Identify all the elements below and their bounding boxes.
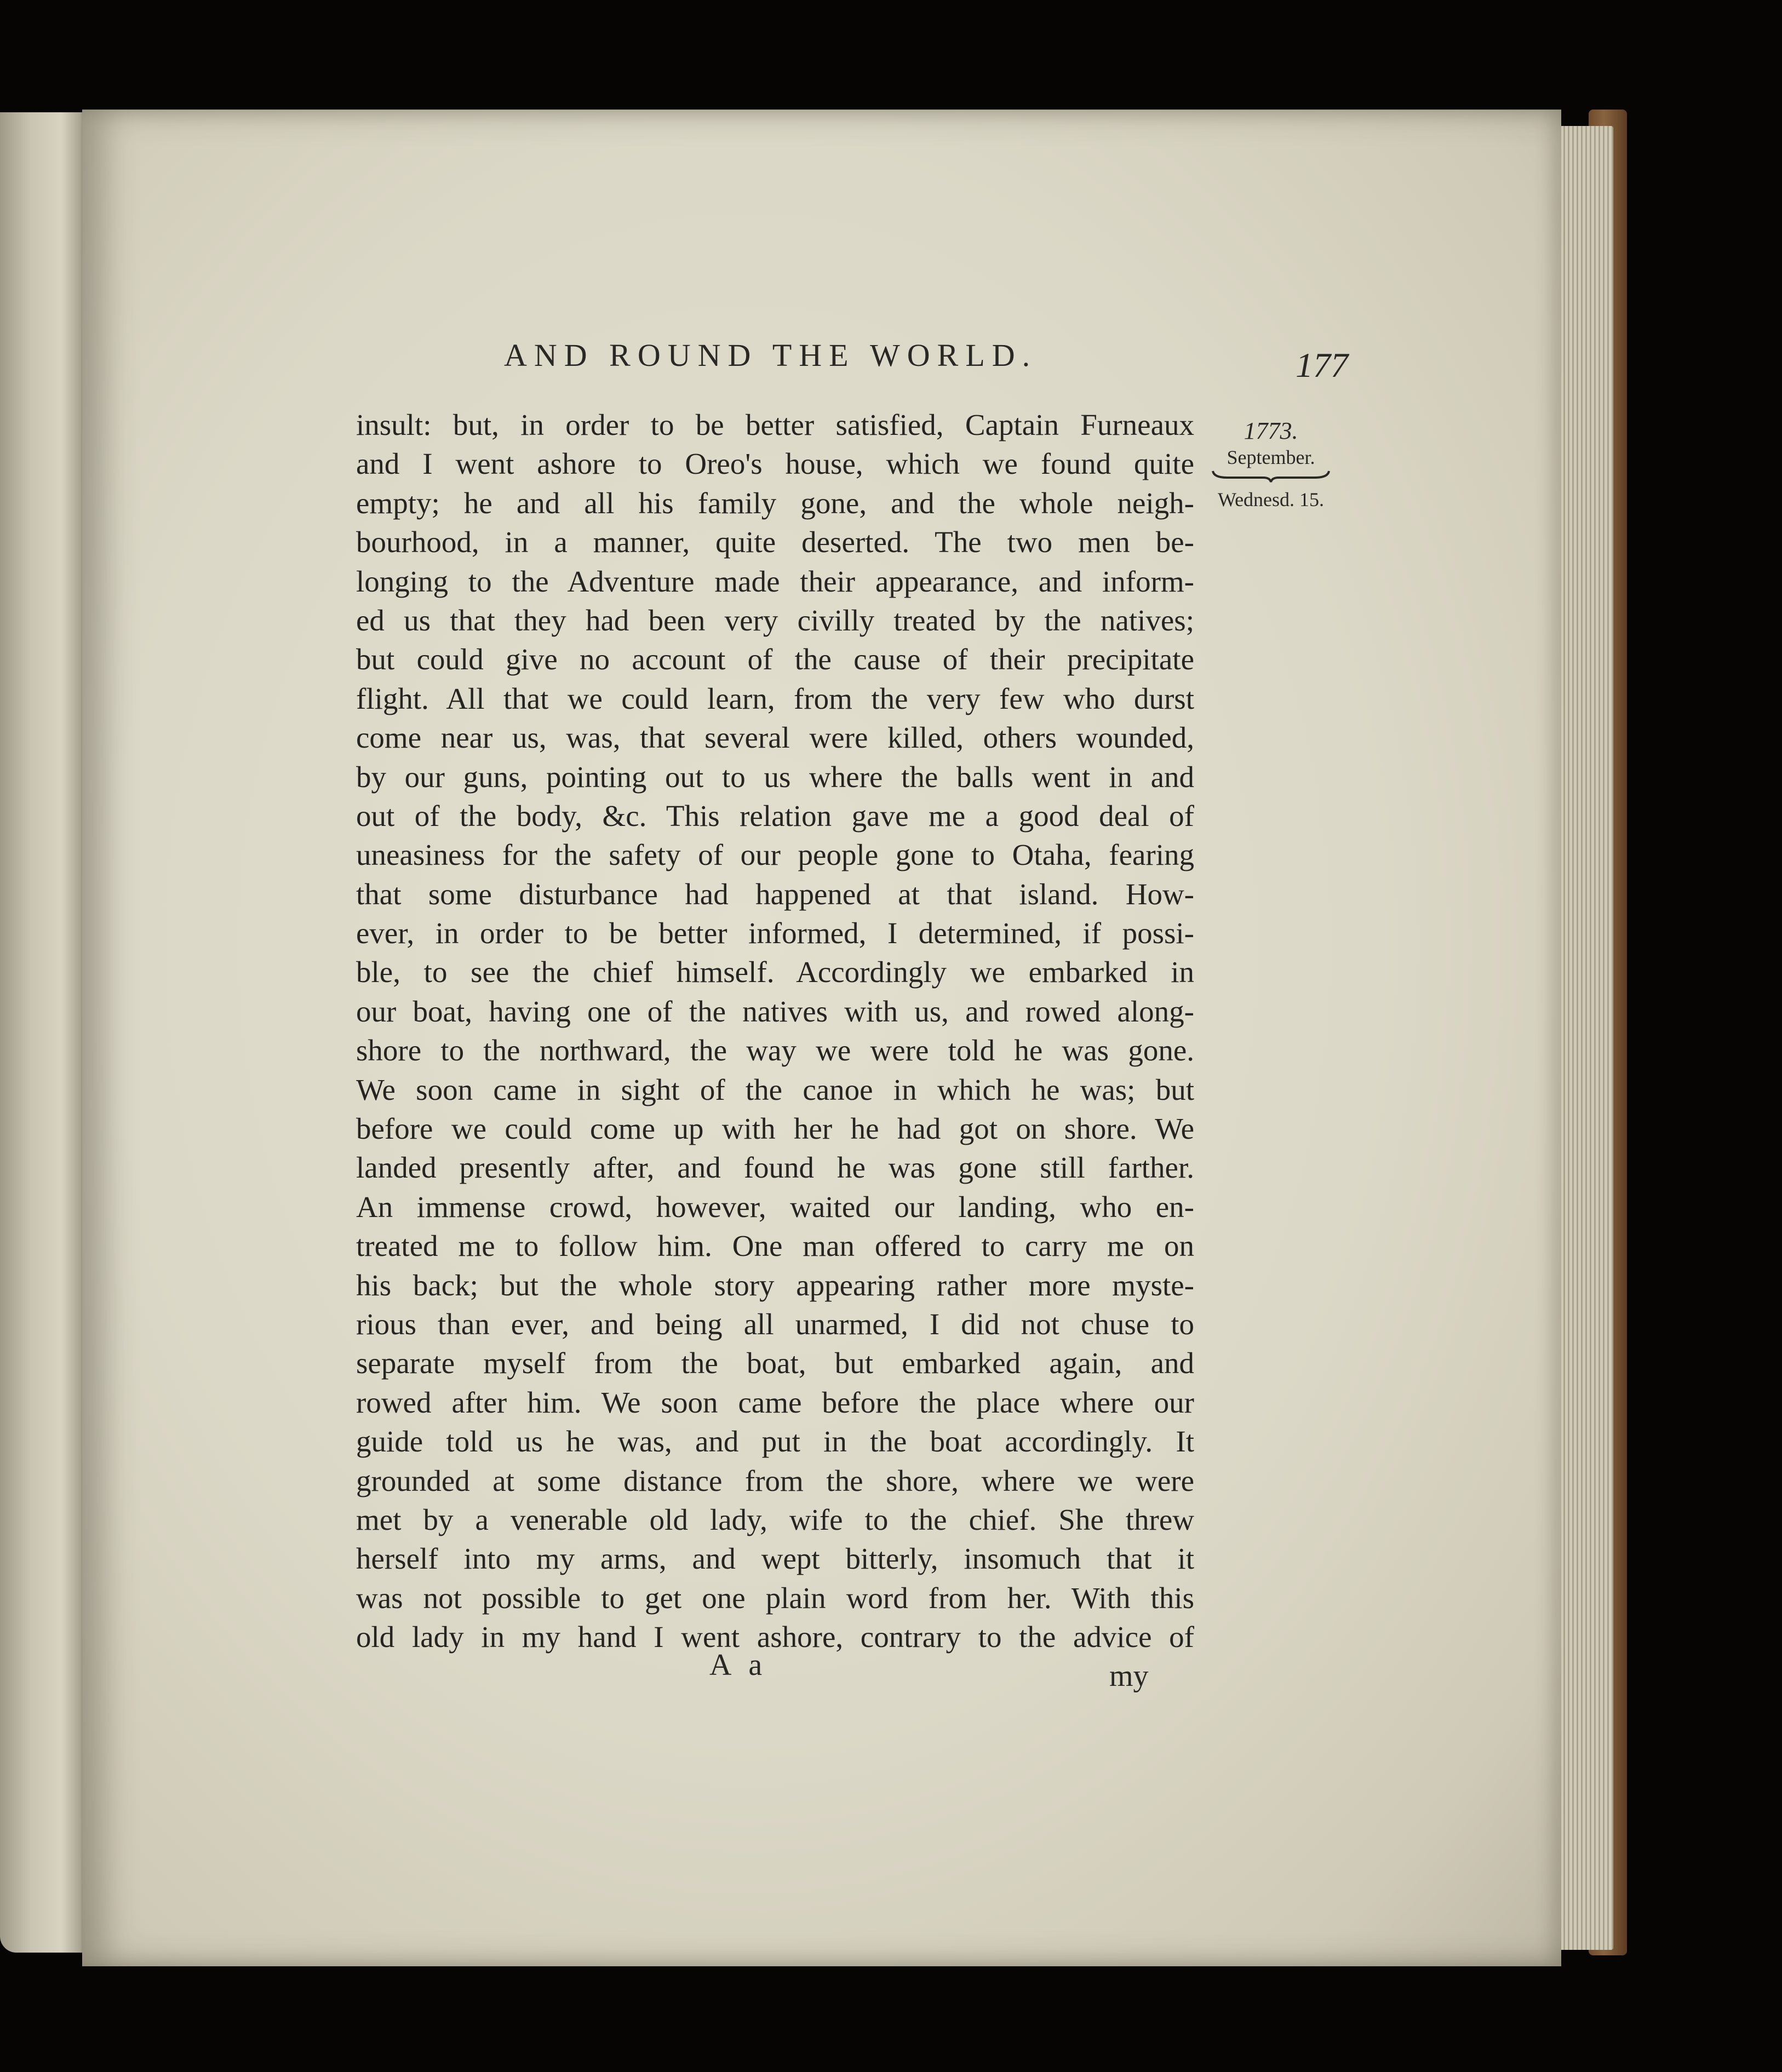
body-text [356, 405, 1194, 1657]
text-line: An immense crowd, however, waited our landing, who en- [356, 1190, 1194, 1224]
text-line: landed presently after, and found he was gone still farther. [356, 1151, 1194, 1185]
text-line: bourhood, in a manner, quite deserted. The two men be- [356, 525, 1194, 559]
text-line: uneasiness for the safety of our people gone to Otaha, fearing [356, 838, 1194, 872]
text-line: guide told us he was, and put in the boat accordingly. It [356, 1425, 1194, 1459]
running-head: AND ROUND THE WORLD. [504, 337, 1038, 373]
text-line: empty; he and all his family gone, and the whole neigh- [356, 486, 1194, 520]
brace-icon [1211, 469, 1331, 483]
text-line: met by a venerable old lady, wife to the chief. She threw [356, 1502, 1194, 1536]
text-line: treated me to follow him. One man offered to carry me on [356, 1229, 1194, 1263]
text-line: come near us, was, that several were killed, others wounded, [356, 721, 1194, 755]
text-line: out of the body, &c. This relation gave me a good deal of [356, 799, 1194, 833]
catchword: my [1109, 1659, 1149, 1693]
margin-note [1202, 416, 1339, 513]
text-line: and I went ashore to Oreo's house, which we found quite [356, 447, 1194, 481]
facing-page-edge [0, 112, 88, 1953]
text-line: our boat, having one of the natives with us, and rowed along- [356, 994, 1194, 1028]
text-line: grounded at some distance from the shore, where we were [356, 1463, 1194, 1497]
text-line: separate myself from the boat, but embarked again, and [356, 1346, 1194, 1380]
page-number: 177 [1296, 346, 1348, 384]
text-line: shore to the northward, the way we were told he was gone. [356, 1034, 1194, 1067]
text-line: his back; but the whole story appearing rather more myste- [356, 1268, 1194, 1302]
text-line: was not possible to get one plain word from her. With this [356, 1581, 1194, 1615]
text-line: before we could come up with her he had got on shore. We [356, 1112, 1194, 1146]
text-line: We soon came in sight of the canoe in which he was; but [356, 1072, 1194, 1106]
text-line: ble, to see the chief himself. Accordingly we embarked in [356, 955, 1194, 989]
text-line: ever, in order to be better informed, I determined, if possi- [356, 916, 1194, 950]
text-line: ed us that they had been very civilly treated by the natives; [356, 603, 1194, 637]
signature-mark: A a [709, 1648, 768, 1682]
text-line: longing to the Adventure made their appearance, and inform- [356, 564, 1194, 598]
text-line: but could give no account of the cause of their precipitate [356, 642, 1194, 676]
text-line: flight. All that we could learn, from the very few who durst [356, 681, 1194, 715]
margin-year: 1773. [1244, 417, 1298, 444]
margin-month: September. [1227, 446, 1315, 468]
text-line: herself into my arms, and wept bitterly, insomuch that it [356, 1542, 1194, 1576]
text-line: rious than ever, and being all unarmed, I did not chuse to [356, 1307, 1194, 1341]
text-line: rowed after him. We soon came before the place where our [356, 1385, 1194, 1419]
text-line: old lady in my hand I went ashore, contrary to the advice of [356, 1620, 1194, 1654]
margin-day: Wednesd. 15. [1217, 489, 1325, 510]
text-line: insult: but, in order to be better satisfied, Captain Furneaux [356, 408, 1194, 441]
text-line: by our guns, pointing out to us where the balls went in and [356, 760, 1194, 794]
text-line: that some disturbance had happened at that island. How- [356, 877, 1194, 911]
